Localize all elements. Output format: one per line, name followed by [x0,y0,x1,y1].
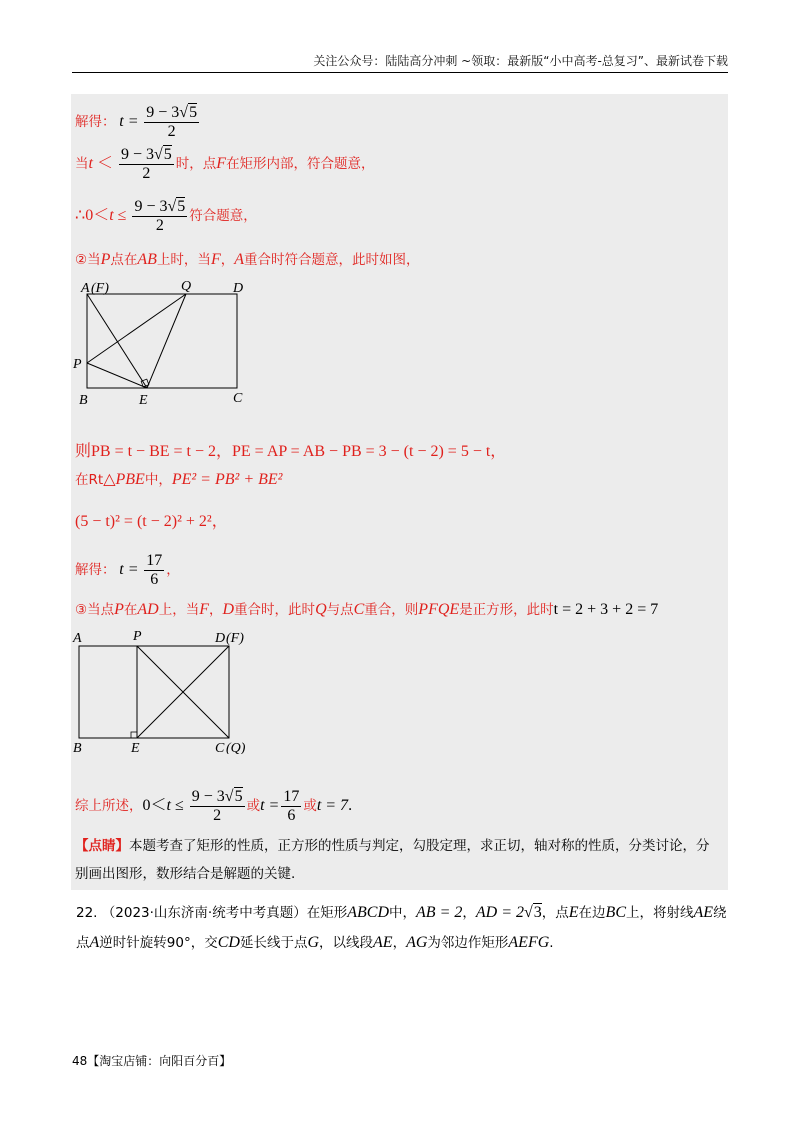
page-footer [72,1052,231,1069]
label-E: E [139,393,148,408]
label-Q: (Q) [226,741,246,754]
label-B: B [73,741,82,754]
label-D: D [215,631,226,646]
fraction-17-over-6: $\frac{17}{6}$ [283,788,300,824]
label-P: P [73,357,82,372]
page-header [72,52,728,72]
key-point-note: 【点睛】本题考查了矩形的性质，正方形的性质与判定，勾股定理，求正切，轴对称的性质，分类讨论，分别画出图形，数形结合是解题的关键. [75,838,710,882]
solution-line-9: ③当点P在AD上，当F，D重合时，此时Q与点C重合，则PFQE是正方形，此时t = 2 + 3 + 2 = 7 [75,601,659,618]
label-B: B [79,393,88,408]
label-E: E [131,741,140,754]
header-rule [72,72,728,73]
fraction-9-3sqrt5-over-2: $\frac{9 - 3√5}{2}$ [191,788,243,824]
rectangle-diagram-1 [71,276,271,408]
problem-22: 22. （2023·山东济南·统考中考真题）在矩形ABCD中，AB = 2，AD = 2√3，点E在边BC上，将射线AE绕点A逆时针旋转90°，交CD延长线于点G，以线段AE，AG为邻边作矩形AEFG. [76,904,727,951]
label-A: A [81,281,90,296]
solution-line-2: 当t ＜ $\frac{9 - 3√5}{2}$ 时，点F在矩形内部，符合题意， [75,146,375,182]
solution-line-8: 解得： t = $\frac{17}{6}$ ， [75,552,180,588]
shop-label: 【淘宝店铺：向阳百分百】 [87,1054,232,1068]
figure-case-2 [71,276,271,413]
solution-line-3: ∴0＜t ≤ $\frac{9 - 3√5}{2}$ 符合题意， [75,198,257,234]
label-F: (F) [91,281,109,296]
fraction-17-over-6: $\frac{17}{6}$ [146,552,163,588]
label-C: C [233,391,243,406]
header-text: 关注公众号：陆陆高分冲刺 ~领取：最新版“小中高考-总复习”、最新试卷下载 [313,54,728,68]
label-F: (F) [226,631,244,646]
problem-number: 22. [76,905,98,921]
solve-label: 解得： [75,113,116,130]
page-number: 48 [72,1054,88,1068]
rectangle-diagram-2 [71,622,271,754]
solution-line-7: (5 − t)² = (t − 2)² + 2²， [75,513,228,530]
fraction-9-3sqrt5-over-2: $\frac{9 - 3√5}{2}$ [134,198,186,234]
label-D: D [233,281,244,296]
fraction-9-3sqrt5-over-2: $\frac{9 - 3√5}{2}$ [146,104,198,140]
label-A: A [73,631,82,646]
fraction-9-3sqrt5-over-2: $\frac{9 - 3√5}{2}$ [120,146,172,182]
solution-line-1 [75,104,201,141]
label-C: C [215,741,225,754]
solution-line-5: 则PB = t − BE = t − 2，PE = AP = AB − PB = 3 − (t − 2) = 5 − t， [75,443,507,460]
solution-line-10: 综上所述，0＜t ≤ $\frac{9 - 3√5}{2}$ 或t = $\frac{17}{6}$ 或t = 7. [75,788,353,824]
label-Q: Q [181,279,192,294]
label-P: P [133,629,142,644]
solution-block [71,94,728,890]
solution-line-6: 在Rt△PBE中，PE² = PB² + BE² [75,471,283,488]
solution-line-4: ②当P点在AB上时，当F，A重合时符合题意，此时如图， [75,251,420,268]
problem-source: （2023·山东济南·统考中考真题） [101,905,307,921]
t-equals: t = [119,112,139,130]
figure-case-3 [71,622,271,759]
